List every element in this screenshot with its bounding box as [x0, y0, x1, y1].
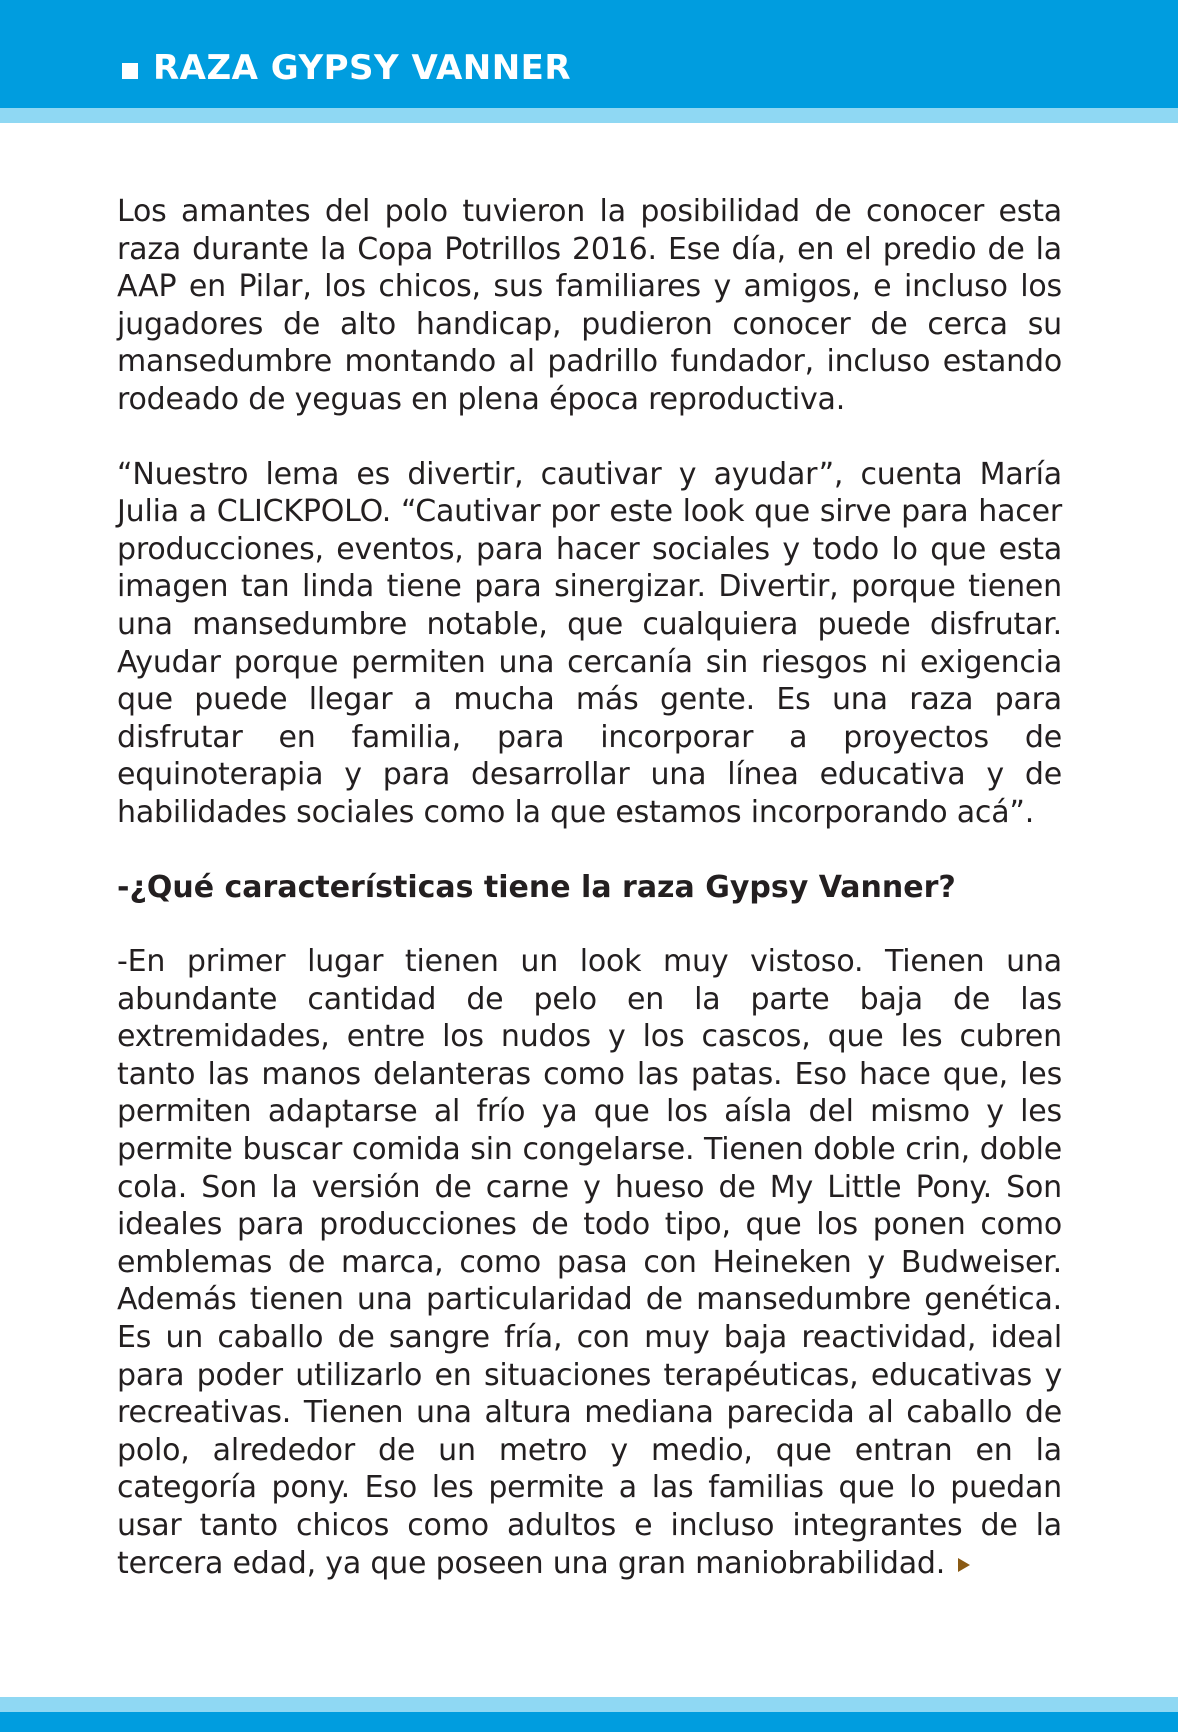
header-accent-strip [0, 108, 1178, 123]
footer-bar [0, 1712, 1178, 1732]
square-icon [122, 63, 138, 79]
article-paragraph: Los amantes del polo tuvieron la posibilidad de conocer esta raza durante la Copa Potrillos 2016. Ese día, en el predio de la AAP en Pilar, los chicos, sus familiares y amigos, e incluso los jugadores de alto handicap, pudieron conocer de cerca su mansedumbre montando al padrillo fundador, incluso estando rodeado de yeguas en plena época reproductiva. [117, 194, 1062, 417]
article-paragraph: “Nuestro lema es divertir, cautivar y ayudar”, cuenta María Julia a CLICKPOLO. “Cautivar por este look que sirve para hacer producciones, eventos, para hacer sociales y todo lo que esta imagen tan linda tiene para sinergizar. Divertir, porque tienen una mansedumbre notable, que cualquiera puede disfrutar. Ayudar porque permiten una cercanía sin riesgos ni exigencia que puede llegar a mucha más gente. Es una raza para disfrutar en familia, para incorporar a proyectos de equinoterapia y para desarrollar una línea educativa y de habilidades sociales como la que estamos incorporando acá”. [117, 456, 1062, 830]
footer-accent-strip [0, 1697, 1178, 1712]
article-paragraph-final [117, 943, 1062, 1583]
section-title: RAZA GYPSY VANNER [153, 48, 572, 88]
article-paragraph-text: -En primer lugar tienen un look muy vistoso. Tienen una abundante cantidad de pelo en la parte baja de las extremidades, entre los nudos y los cascos, que les cubren tanto las manos delanteras como las patas. Eso hace que, les permiten adaptarse al frío ya que los aísla del mismo y les permite buscar comida sin congelarse. Tienen doble crin, doble cola. Son la versión de carne y hueso de My Little Pony. Son ideales para producciones de todo tipo, que los ponen como emblemas de marca, como pasa con Heineken y Budweiser. Además tienen una particularidad de mansedumbre genética. Es un caballo de sangre fría, con muy baja reactividad, ideal para poder utilizarlo en situaciones terapéuticas, educativas y recreativas. Tienen una altura mediana parecida al caballo de polo, alrededor de un metro y medio, que entran en la categoría pony. Eso les permite a las familias que lo puedan usar tanto chicos como adultos e incluso integrantes de la tercera edad, ya que poseen una gran maniobrabilidad. [117, 944, 1062, 1581]
triangle-right-icon [957, 1545, 971, 1583]
interview-question: -¿Qué características tiene la raza Gypsy Vanner? [117, 869, 956, 905]
article-body [117, 193, 1062, 1620]
